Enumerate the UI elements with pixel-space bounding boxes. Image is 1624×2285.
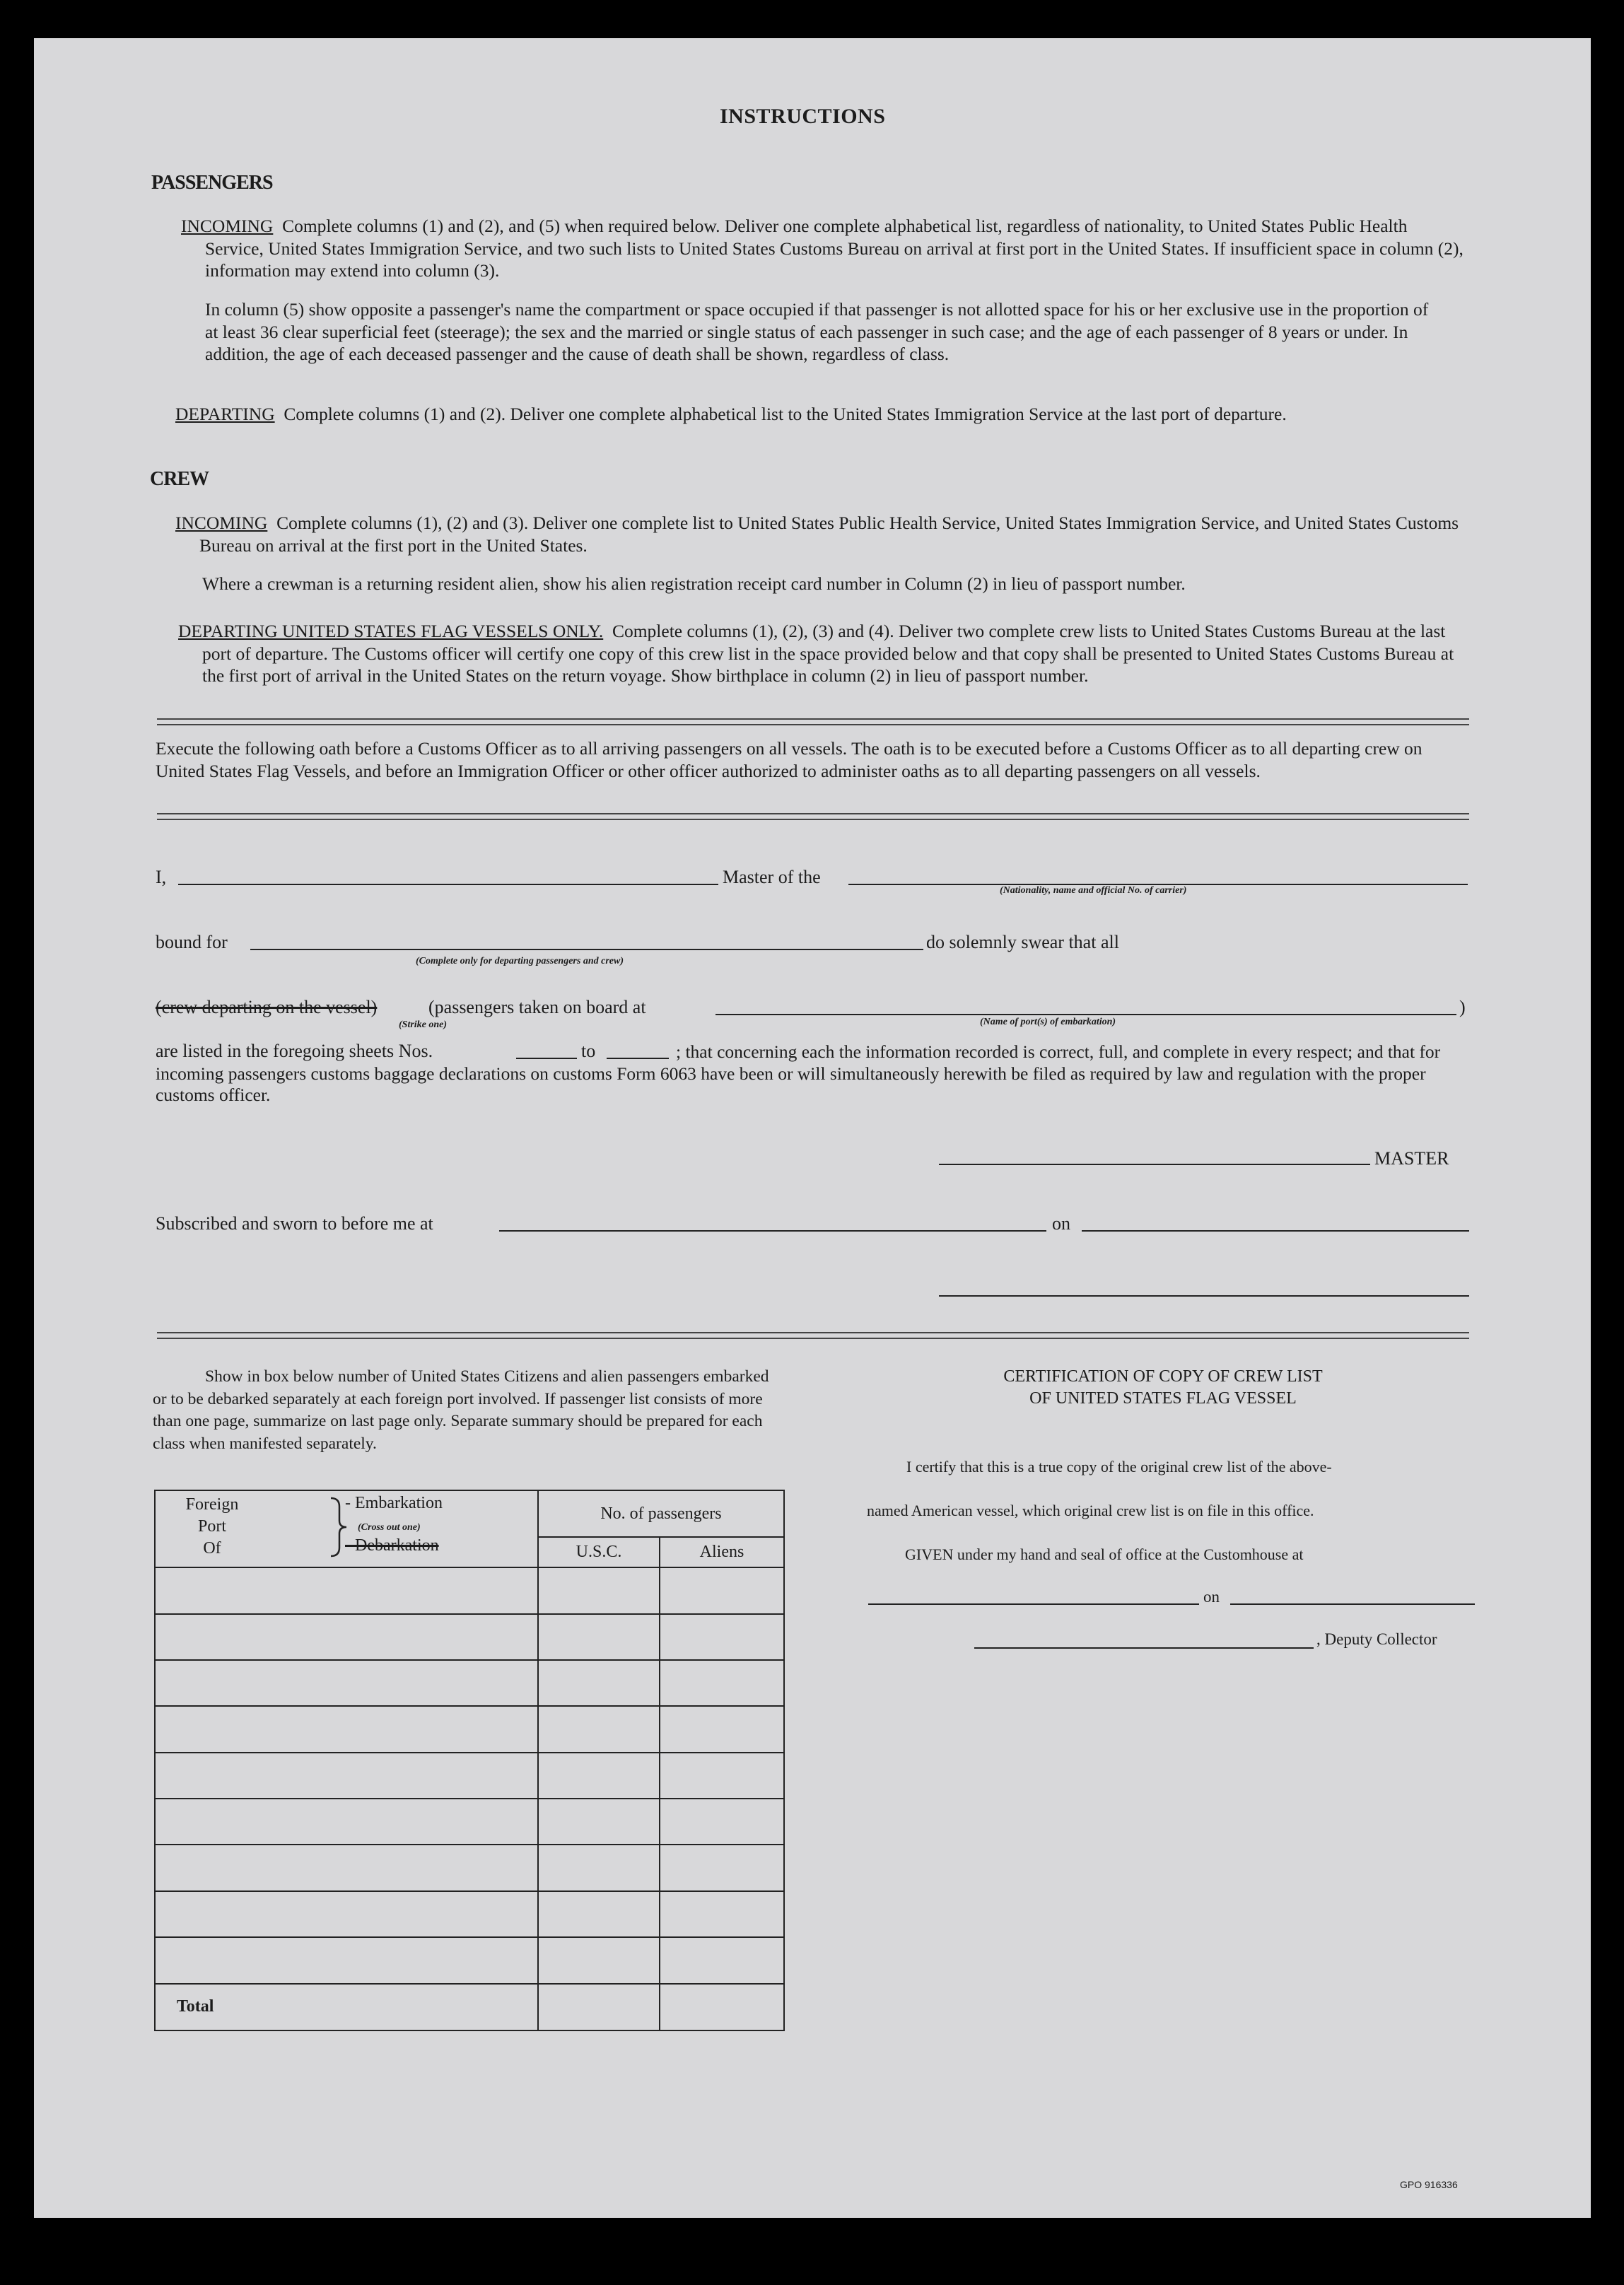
foreign-label: Foreign <box>185 1495 239 1514</box>
usc-cell[interactable] <box>538 1614 660 1660</box>
table-row <box>155 1891 784 1937</box>
passengers-incoming-text: Complete columns (1) and (2), and (5) when required below. Deliver one complete alphabetical list, regardless of nationality, to United States Public Health Service, United States Immigration Service, and two such lists to United States Customs Bureau on arrival at first port in the United States. If insufficient space in column (2), information may extend into column (3). <box>205 216 1464 281</box>
total-usc-cell[interactable] <box>538 1984 660 2030</box>
certification-title-line1: CERTIFICATION OF COPY OF CREW LIST <box>1003 1367 1323 1386</box>
table-row <box>155 1937 784 1983</box>
master-signature-field[interactable] <box>939 1164 1370 1165</box>
oath-i-label: I, <box>156 867 167 887</box>
aliens-cell[interactable] <box>660 1660 784 1706</box>
debarkation-struck: - Debarkation <box>345 1536 439 1555</box>
port-cell[interactable] <box>155 1891 538 1937</box>
crew-incoming-text: Complete columns (1), (2) and (3). Deliver one complete list to United States Public Health Service, United States Immigration Service, and United States Customs Bureau on arrival at the first port in the United States. <box>199 513 1459 556</box>
passengers-taken-label: (passengers taken on board at <box>428 997 646 1017</box>
usc-cell[interactable] <box>538 1753 660 1799</box>
section-divider <box>157 1332 1469 1339</box>
aliens-cell[interactable] <box>660 1753 784 1799</box>
passengers-departing-instructions <box>175 403 1465 426</box>
deputy-collector-label: , Deputy Collector <box>1316 1630 1437 1648</box>
aliens-cell[interactable] <box>660 1567 784 1613</box>
officer-signature-field[interactable] <box>939 1295 1469 1297</box>
table-row <box>155 1706 784 1752</box>
crew-incoming-instructions <box>175 512 1465 556</box>
usc-cell[interactable] <box>538 1891 660 1937</box>
total-row <box>155 1984 784 2030</box>
passengers-incoming-instructions <box>181 215 1467 282</box>
listed-to-label: to <box>581 1041 596 1061</box>
customhouse-field[interactable] <box>868 1603 1199 1605</box>
embarkation-ports-field[interactable] <box>715 1014 1456 1015</box>
aliens-cell[interactable] <box>660 1937 784 1983</box>
aliens-cell[interactable] <box>660 1891 784 1937</box>
no-passengers-header: No. of passengers <box>538 1490 784 1537</box>
crew-heading: CREW <box>150 468 209 490</box>
passengers-heading: PASSENGERS <box>151 172 273 194</box>
aliens-cell[interactable] <box>660 1614 784 1660</box>
table-row <box>155 1567 784 1613</box>
master-of-the-label: Master of the <box>723 867 821 887</box>
crew-resident-instructions: Where a crewman is a returning resident alien, show his alien registration receipt card number in Column (2) in lieu of passport number. <box>202 573 1186 594</box>
total-aliens-cell[interactable] <box>660 1984 784 2030</box>
port-cell[interactable] <box>155 1706 538 1752</box>
certify-line1: I certify that this is a true copy of the original crew list of the above- <box>906 1458 1332 1475</box>
foreign-port-header <box>155 1490 538 1567</box>
ports-note: (Name of port(s) of embarkation) <box>980 1017 1116 1027</box>
aliens-header: Aliens <box>660 1537 784 1567</box>
embarkation-option: - Embarkation <box>345 1494 443 1512</box>
aliens-cell[interactable] <box>660 1706 784 1752</box>
passengers-departing-label: DEPARTING <box>175 404 275 424</box>
port-cell[interactable] <box>155 1614 538 1660</box>
bound-for-field[interactable] <box>250 949 923 950</box>
oath-statement: ; that concerning each the information recorded is correct, full, and complete in every respect; and that for incoming passengers customs baggage declarations on customs Form 6063 have been or will simultaneously herewith be filed as required by law and regulation with the proper customs officer. <box>156 1041 1441 1105</box>
oath-intro: Execute the following oath before a Customs Officer as to all arriving passengers on all vessels. The oath is to be executed before a Customs Officer as to all departing crew on United States Flag Vessels, and before an Immigration Officer or other officer authorized to administer oaths as to all departing passengers on all vessels. <box>156 738 1423 781</box>
certify-line2: named American vessel, which original crew list is on file in this office. <box>867 1502 1314 1519</box>
debarkation-option <box>345 1536 439 1555</box>
form-code: GPO 916336 <box>1400 2179 1458 2190</box>
crew-incoming-label: INCOMING <box>175 513 268 533</box>
usc-cell[interactable] <box>538 1567 660 1613</box>
swear-text: do solemnly swear that all <box>926 932 1119 952</box>
port-cell[interactable] <box>155 1660 538 1706</box>
passengers-departing-text: Complete columns (1) and (2). Deliver one complete alphabetical list to the United States Immigration Service at the last port of departure. <box>284 404 1287 424</box>
usc-cell[interactable] <box>538 1937 660 1983</box>
deputy-signature-field[interactable] <box>974 1647 1314 1649</box>
subscribed-label: Subscribed and sworn to before me at <box>156 1213 433 1234</box>
aliens-cell[interactable] <box>660 1845 784 1890</box>
port-cell[interactable] <box>155 1845 538 1890</box>
column5-instructions: In column (5) show opposite a passenger's name the compartment or space occupied if that passenger is not allotted space for his or her exclusive use in the proportion of at least 36 clear superficial feet (steerage); the sex and the married or single status of each passenger in such case; and the age of each passenger of 8 years or under. In addition, the age of each deceased passenger and the cause of death shall be shown, regardless of class. <box>205 299 1429 364</box>
total-label: Total <box>155 1984 538 2030</box>
usc-header: U.S.C. <box>538 1537 660 1567</box>
close-paren: ) <box>1459 997 1466 1017</box>
master-name-field[interactable] <box>178 884 718 885</box>
passenger-summary-table <box>154 1490 785 2031</box>
port-cell[interactable] <box>155 1567 538 1613</box>
sworn-place-field[interactable] <box>499 1230 1046 1232</box>
sworn-date-field[interactable] <box>1082 1230 1469 1232</box>
passengers-incoming-label: INCOMING <box>181 216 274 236</box>
certify-date-field[interactable] <box>1230 1603 1475 1605</box>
table-row <box>155 1753 784 1799</box>
crew-departing-option <box>156 997 377 1018</box>
crew-departing-struck: (crew departing on the vessel) <box>156 997 378 1017</box>
carrier-note: (Nationality, name and official No. of carrier) <box>1000 885 1187 896</box>
page-title: INSTRUCTIONS <box>720 105 886 128</box>
certify-line3: GIVEN under my hand and seal of office at the Customhouse at <box>905 1545 1304 1563</box>
bound-for-label: bound for <box>156 932 228 952</box>
crew-departing-instructions <box>178 620 1465 687</box>
listed-sheets-label: are listed in the foregoing sheets Nos. <box>156 1041 433 1061</box>
master-signature-label: MASTER <box>1374 1148 1449 1169</box>
crew-departing-label: DEPARTING UNITED STATES FLAG VESSELS ONLY. <box>178 621 604 641</box>
certify-on-label: on <box>1203 1588 1220 1606</box>
usc-cell[interactable] <box>538 1706 660 1752</box>
aliens-cell[interactable] <box>660 1799 784 1845</box>
certification-title-line2: OF UNITED STATES FLAG VESSEL <box>1029 1389 1297 1408</box>
sworn-on-label: on <box>1052 1213 1070 1234</box>
section-divider <box>157 813 1469 820</box>
table-row <box>155 1799 784 1845</box>
usc-cell[interactable] <box>538 1845 660 1890</box>
table-row <box>155 1845 784 1890</box>
summary-instructions: Show in box below number of United States Citizens and alien passengers embarked or to be debarked separately at each foreign port involved. If passenger list consists of more than one page, summarize on last page only. Separate summary should be prepared for each class when manifested separately. <box>153 1367 769 1453</box>
table-row <box>155 1660 784 1706</box>
section-divider <box>157 718 1469 725</box>
crew-departing-text: Complete columns (1), (2), (3) and (4). Deliver two complete crew lists to United States Customs Bureau at the last port of departure. The Customs officer will certify one copy of this crew list in the space provided below and that copy shall be presented to United States Customs Bureau at the first port of arrival in the United States on the return voyage. Show birthplace in column (2) in lieu of passport number. <box>202 621 1454 686</box>
table-row <box>155 1614 784 1660</box>
port-cell[interactable] <box>155 1799 538 1845</box>
usc-cell[interactable] <box>538 1660 660 1706</box>
strike-one-note: (Strike one) <box>399 1019 448 1030</box>
of-label: Of <box>203 1539 221 1558</box>
bound-for-note: (Complete only for departing passengers and crew) <box>416 956 624 966</box>
cross-out-note: (Cross out one) <box>358 1522 421 1533</box>
port-cell[interactable] <box>155 1937 538 1983</box>
usc-cell[interactable] <box>538 1799 660 1845</box>
port-label: Port <box>197 1517 226 1536</box>
port-cell[interactable] <box>155 1753 538 1799</box>
certification-title <box>855 1366 1471 1410</box>
